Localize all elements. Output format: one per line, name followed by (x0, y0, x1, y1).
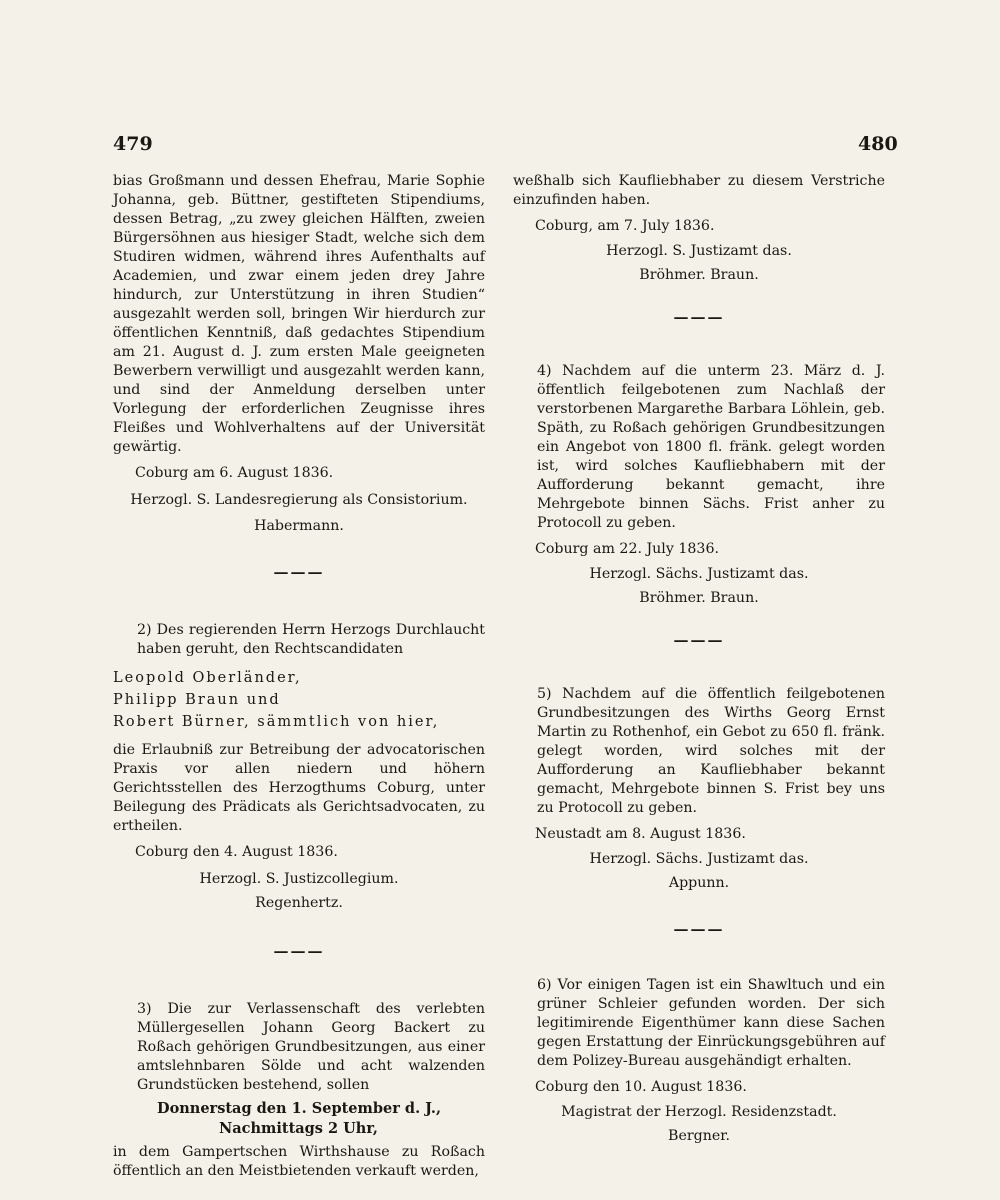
notice-6-text: 6) Vor einigen Tagen ist ein Shawltuch und ein grüner Schleier gefunden worden. Der sich legitimirende Eigenthümer kann diese Sachen gegen Erstattung der Einrückungsgebühren auf dem Polizey-Bureau ausgehändigt erhalten. (537, 977, 885, 1069)
auction-time: Nachmittags 2 Uhr, (219, 1120, 378, 1137)
notice-1-signature: Habermann. (254, 518, 344, 534)
left-column (113, 172, 485, 1181)
notice-4-text: 4) Nachdem auf die unterm 23. März d. J. öffentlich feilgebotenen zum Nachlaß der verstorbenen Margarethe Barbara Löhlein, geb. Späth, zu Roßach gehörigen Grundbesitzungen ein Angebot von 1800 fl. fränk. gelegt worden ist, wird solches Kaufliebhabern mit der Aufforderung bekannt gemacht, ihre Mehrgebote binnen Sächs. Frist anher zu Protocoll zu geben. (537, 363, 885, 531)
notice-2-text: die Erlaubniß zur Betreibung der advocatorischen Praxis vor allen niedern und höhern Gerichtsstellen des Herzogthums Coburg, unter Beilegung des Prädicats als Gerichtsadvocaten, zu ertheilen. (113, 742, 485, 834)
auction-date: Donnerstag den 1. September d. J., (157, 1100, 441, 1117)
right-column (513, 172, 885, 1147)
notice-5-authority: Herzogl. Sächs. Justizamt das. (589, 851, 809, 867)
notice-6-signature: Bergner. (668, 1128, 730, 1144)
candidate-name-2: Philipp Braun und (113, 692, 281, 708)
notice-3-signature: Bröhmer. Braun. (639, 267, 759, 283)
separator-rule: ——— (273, 942, 325, 960)
notice-3-continuation: weßhalb sich Kaufliebhaber zu diesem Verstriche einzufinden haben. (513, 173, 885, 208)
notice-3-authority: Herzogl. S. Justizamt das. (606, 243, 792, 259)
candidate-name-1: Leopold Oberländer, (113, 670, 302, 686)
notice-4-date: Coburg am 22. July 1836. (535, 541, 719, 557)
separator-rule: ——— (673, 631, 725, 649)
notice-3-tail: in dem Gampertschen Wirthshause zu Roßach öffentlich an den Meistbietenden verkauft werden, (113, 1144, 485, 1179)
separator-rule: ——— (273, 563, 325, 581)
separator-rule: ——— (673, 308, 725, 326)
notice-5-signature: Appunn. (668, 875, 730, 891)
notice-6-date: Coburg den 10. August 1836. (535, 1079, 747, 1095)
separator-rule: ——— (673, 920, 725, 938)
notice-4-signature: Bröhmer. Braun. (639, 590, 759, 606)
notice-4-authority: Herzogl. Sächs. Justizamt das. (589, 566, 809, 582)
notice-2-authority: Herzogl. S. Justizcollegium. (199, 871, 399, 887)
notice-2-date: Coburg den 4. August 1836. (135, 844, 338, 860)
page-number-right: 480 (858, 133, 898, 155)
page-number-left: 479 (113, 133, 153, 155)
notice-1-authority: Herzogl. S. Landesregierung als Consistorium. (130, 492, 468, 508)
notice-1-text: bias Großmann und dessen Ehefrau, Marie Sophie Johanna, geb. Büttner, gestifteten Stipendiums, dessen Betrag, „zu zwey gleichen Hälften, zweien Bürgersöhnen aus hiesiger Stadt, welche sich dem Studiren widmen, während ihres Aufenthalts auf Academien, und zwar einem jeden drey Jahre hindurch, zur Unterstützung in ihren Studien“ ausgezahlt werden soll, bringen Wir hierdurch zur öffentlichen Kenntniß, daß gedachtes Stipendium am 21. August d. J. zum ersten Male geeigneten Bewerbern verwilligt und ausgezahlt werden kann, und sind der Anmeldung derselben unter Vorlegung der erforderlichen Zeugnisse ihres Fleißes und Wohlverhaltens auf der Universität gewärtig. (113, 173, 485, 455)
notice-5-text: 5) Nachdem auf die öffentlich feilgebotenen Grundbesitzungen des Wirths Georg Ernst Martin zu Rothenhof, ein Gebot zu 650 fl. fränk. gelegt worden, wird solches mit der Aufforderung an Kaufliebhaber bekannt gemacht, Mehrgebote binnen S. Frist bey uns zu Protocoll zu geben. (537, 686, 885, 816)
notice-1-date: Coburg am 6. August 1836. (135, 465, 334, 481)
notice-5-date: Neustadt am 8. August 1836. (535, 826, 746, 842)
notice-6-authority: Magistrat der Herzogl. Residenzstadt. (561, 1104, 837, 1120)
notice-3-text: 3) Die zur Verlassenschaft des verlebten Müllergesellen Johann Georg Backert zu Roßach gehörigen Grundbesitzungen, aus einer amtslehnbaren Sölde und acht walzenden Grundstücken bestehend, sollen (137, 1001, 485, 1093)
notice-2-signature: Regenhertz. (255, 895, 343, 911)
candidate-name-3: Robert Bürner, sämmtlich von hier, (113, 714, 440, 730)
notice-2-intro: 2) Des regierenden Herrn Herzogs Durchlaucht haben geruht, den Rechtscandidaten (137, 622, 485, 657)
notice-3-date: Coburg, am 7. July 1836. (535, 218, 715, 234)
